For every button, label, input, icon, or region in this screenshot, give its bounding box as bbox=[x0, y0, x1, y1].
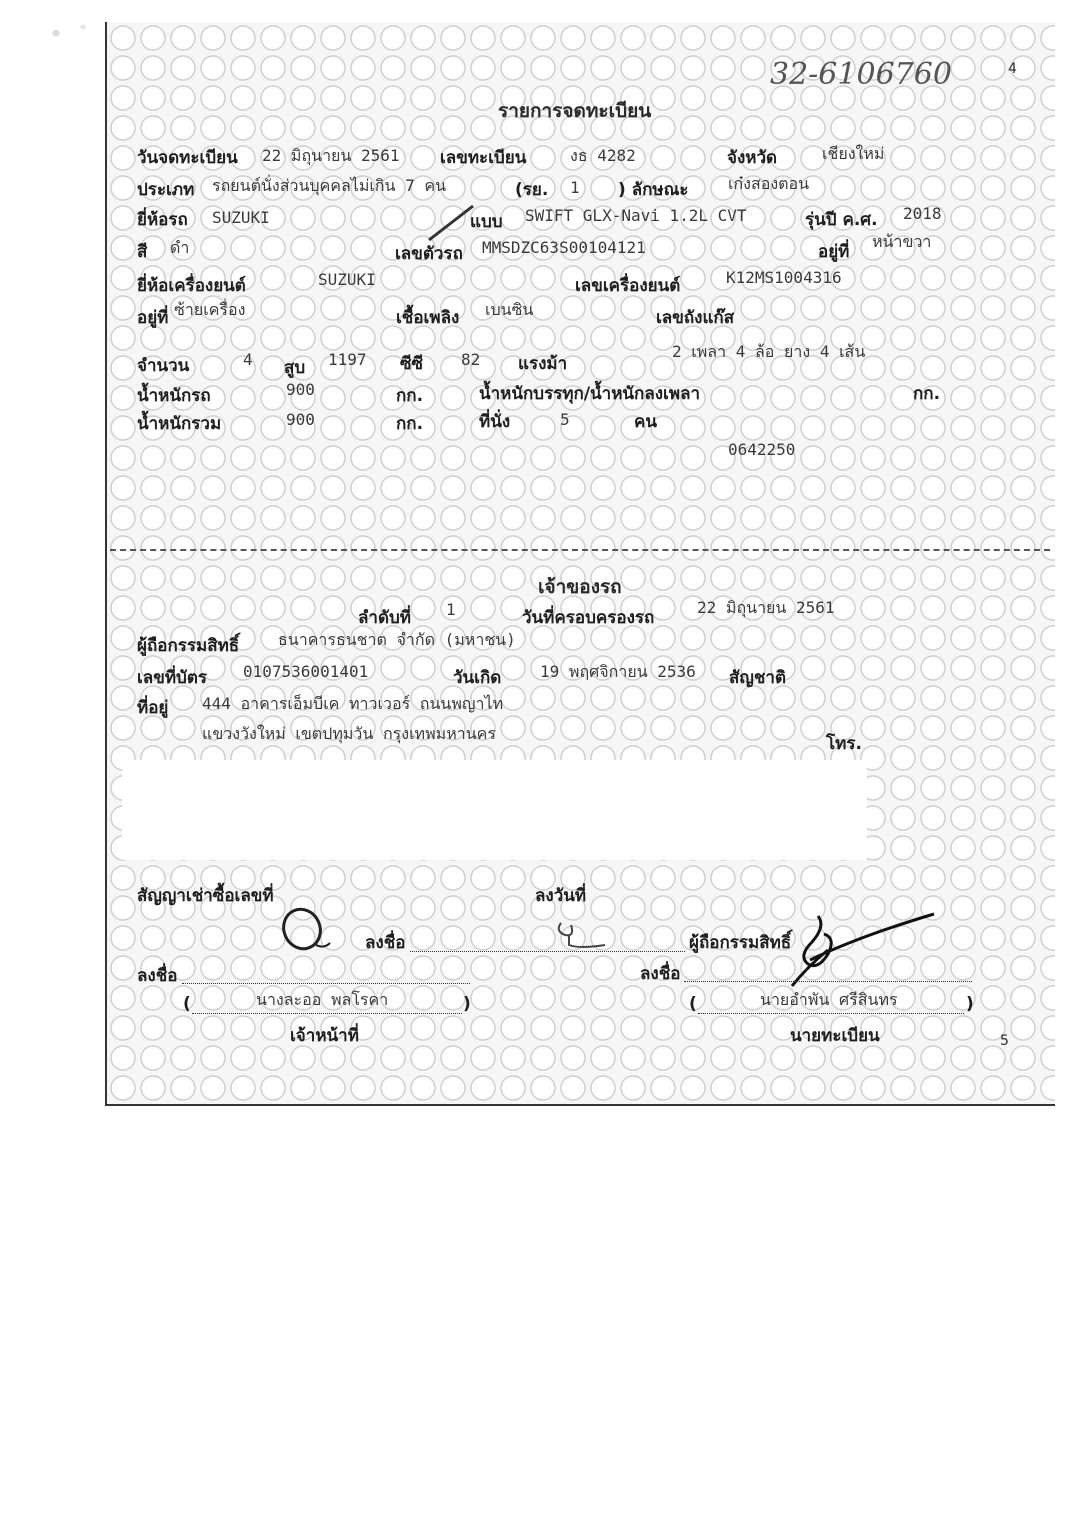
model-label: แบบ bbox=[470, 212, 503, 232]
gross-weight: 900 bbox=[286, 410, 315, 429]
chassis-location-label: อยู่ที่ bbox=[818, 242, 850, 262]
cylinder-label: สูบ bbox=[284, 358, 306, 378]
redacted-area bbox=[122, 760, 867, 860]
province-label: จังหวัด bbox=[727, 148, 778, 168]
fuel-label: เชื้อเพลิง bbox=[396, 308, 460, 328]
document-number: 0642250 bbox=[728, 440, 796, 459]
chassis-label: เลขตัวรถ bbox=[395, 244, 463, 264]
chassis-number: MMSDZC63S00104121 bbox=[482, 238, 646, 257]
sign-line-3 bbox=[684, 981, 972, 982]
owner-title: เจ้าของรถ bbox=[538, 576, 622, 598]
holder-name: ธนาคารธนชาต จำกัด (มหาชน) bbox=[278, 630, 516, 649]
engine-number-label: เลขเครื่องยนต์ bbox=[575, 276, 681, 296]
axle-info: 2 เพลา 4 ล้อ ยาง 4 เส้น bbox=[672, 342, 866, 361]
order-label: ลำดับที่ bbox=[358, 608, 412, 628]
officer-role: เจ้าหน้าที่ bbox=[290, 1026, 359, 1046]
sign-label-1: ลงชื่อ bbox=[365, 933, 406, 953]
registrar-signature bbox=[770, 910, 940, 1000]
lease-label: สัญญาเช่าซื้อเลขที่ bbox=[137, 886, 274, 906]
registrar-role: นายทะเบียน bbox=[790, 1026, 880, 1046]
ry-value: 1 bbox=[570, 178, 580, 197]
weight: 900 bbox=[286, 380, 315, 399]
address-label: ที่อยู่ bbox=[137, 698, 169, 718]
count: 4 bbox=[243, 350, 253, 369]
registrar-paren-open: ( bbox=[689, 994, 697, 1014]
fuel: เบนซิน bbox=[485, 300, 534, 319]
initial-signature bbox=[555, 915, 615, 955]
kg-unit-1: กก. bbox=[396, 386, 424, 406]
officer-name: นางละออ พลโรคา bbox=[256, 990, 389, 1009]
kg-unit-3: กก. bbox=[396, 414, 424, 434]
address-line-1: 444 อาคารเอ็มบีเค ทาวเวอร์ ถนนพญาไท bbox=[202, 694, 504, 713]
reg-date-label: วันจดทะเบียน bbox=[137, 148, 238, 168]
birth-date: 19 พฤศจิกายน 2536 bbox=[540, 662, 696, 681]
phone-label: โทร. bbox=[826, 734, 862, 754]
holder-label: ผู้ถือกรรมสิทธิ์ bbox=[137, 636, 240, 656]
persons-unit: คน bbox=[634, 412, 657, 432]
holder-role: ผู้ถือกรรมสิทธิ์ bbox=[689, 933, 792, 953]
model: SWIFT GLX-Navi 1.2L CVT bbox=[525, 206, 747, 225]
engine-brand-label: ยี่ห้อเครื่องยนต์ bbox=[137, 276, 246, 296]
gas-tank-label: เลขถังแก๊ส bbox=[656, 308, 735, 328]
page-number-bottom: 5 bbox=[1000, 1033, 1009, 1049]
cc: 82 bbox=[461, 350, 481, 369]
seats-label: ที่นั่ง bbox=[479, 412, 511, 432]
engine-location: ซ้ายเครื่อง bbox=[174, 300, 246, 319]
scan-artifact bbox=[20, 18, 110, 48]
gross-weight-label: น้ำหนักรวม bbox=[137, 414, 222, 434]
count-label: จำนวน bbox=[137, 356, 190, 376]
plate-label: เลขทะเบียน bbox=[440, 148, 527, 168]
sign-label-2: ลงชื่อ bbox=[137, 966, 178, 986]
officer-paren-open: ( bbox=[183, 994, 191, 1014]
ry-label: (รย. bbox=[515, 180, 549, 200]
card-number: 0107536001401 bbox=[243, 662, 369, 681]
possession-label: วันที่ครอบครองรถ bbox=[522, 608, 655, 628]
year-label: รุ่นปี ค.ศ. bbox=[805, 210, 878, 230]
cylinder: 1197 bbox=[328, 350, 367, 369]
owner-order: 1 bbox=[446, 600, 456, 619]
engine-brand: SUZUKI bbox=[318, 270, 376, 289]
lease-date-label: ลงวันที่ bbox=[535, 886, 587, 906]
brand-label: ยี่ห้อรถ bbox=[137, 210, 188, 230]
nationality-label: สัญชาติ bbox=[729, 668, 786, 688]
vehicle-style: เก๋งสองตอน bbox=[728, 174, 810, 193]
kg-unit-2: กก. bbox=[913, 384, 941, 404]
registrar-name-line bbox=[698, 1013, 964, 1014]
type-label: ประเภท bbox=[137, 180, 195, 200]
color-label: สี bbox=[137, 242, 148, 262]
officer-name-line bbox=[192, 1013, 462, 1014]
holder-signature-left bbox=[278, 905, 338, 955]
model-year: 2018 bbox=[903, 204, 942, 223]
engine-location-label: อยู่ที่ bbox=[137, 308, 169, 328]
vehicle-type: รถยนต์นั่งส่วนบุคคลไม่เกิน 7 คน bbox=[212, 176, 447, 195]
plate: งธ 4282 bbox=[570, 146, 636, 165]
hp-label: แรงม้า bbox=[518, 354, 568, 374]
seats: 5 bbox=[560, 410, 570, 429]
sign-line-1 bbox=[410, 951, 685, 952]
handwritten-number: 32-6106760 bbox=[770, 57, 952, 92]
sign-label-3: ลงชื่อ bbox=[640, 964, 681, 984]
chassis-location: หน้าขวา bbox=[872, 232, 932, 251]
section-divider bbox=[110, 549, 1050, 551]
style-label: ) ลักษณะ bbox=[618, 180, 689, 200]
engine-number: K12MS1004316 bbox=[726, 268, 842, 287]
possession-date: 22 มิถุนายน 2561 bbox=[697, 598, 835, 617]
cc-label: ซีซี bbox=[400, 354, 424, 374]
registrar-paren-close: ) bbox=[966, 994, 974, 1014]
page-number-top: 4 bbox=[1008, 61, 1017, 77]
color: ดำ bbox=[170, 238, 190, 257]
reg-date: 22 มิถุนายน 2561 bbox=[262, 146, 400, 165]
province: เชียงใหม่ bbox=[822, 144, 885, 163]
officer-paren-close: ) bbox=[463, 994, 471, 1014]
birth-label: วันเกิด bbox=[453, 668, 502, 688]
load-label: น้ำหนักบรรทุก/น้ำหนักลงเพลา bbox=[479, 384, 701, 404]
weight-label: น้ำหนักรถ bbox=[137, 386, 211, 406]
card-label: เลขที่บัตร bbox=[137, 668, 208, 688]
address-line-2: แขวงวังใหม่ เขตปทุมวัน กรุงเทพมหานคร bbox=[202, 724, 496, 743]
sign-line-2 bbox=[182, 983, 470, 984]
registration-title: รายการจดทะเบียน bbox=[498, 100, 652, 122]
brand: SUZUKI bbox=[212, 208, 270, 227]
registrar-name: นายอำพัน ศรีสินทร bbox=[760, 990, 898, 1009]
